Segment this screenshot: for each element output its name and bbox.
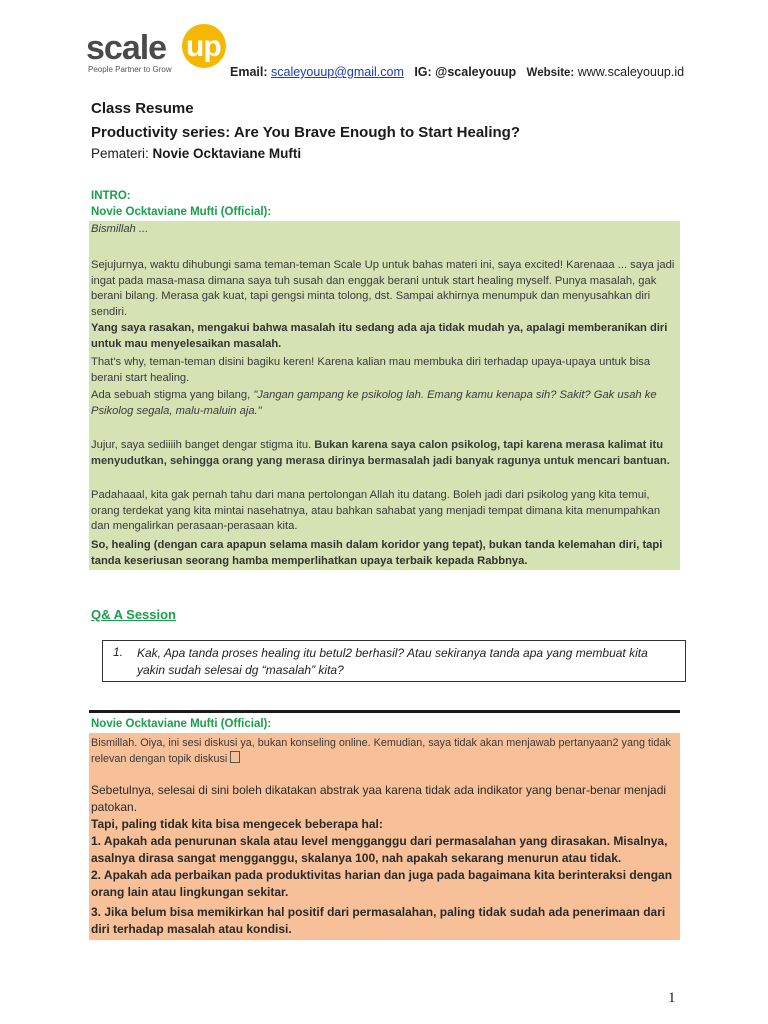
- intro-p6-lead: Jujur, saya sediiiih banget dengar stigma itu.: [91, 439, 315, 451]
- question-number: 1.: [113, 645, 124, 659]
- intro-p5-quote: "Jangan gampang ke psikolog lah. Emang kamu kenapa sih? Sakit? Gak usah ke Psikolog segala, malu-maluin aja.": [91, 389, 657, 417]
- answer-speaker: Novie Ocktaviane Mufti (Official):: [91, 718, 272, 730]
- answer-point-1: 1. Apakah ada penurunan skala atau level mengganggu dari permasalahan yang dirasakan. Misalnya, asalnya dirasa sangat mengganggu, skalanya 100, nah apakah sekarang menurun atau tidak.: [91, 834, 668, 865]
- email-link[interactable]: scaleyouup@gmail.com: [271, 65, 404, 79]
- question-box: [102, 640, 686, 682]
- ig-label: IG:: [414, 65, 432, 79]
- website-url[interactable]: www.scaleyouup.id: [577, 65, 685, 79]
- answer-point-2: 2. Apakah ada perbaikan pada produktivitas harian dan juga pada bagaimana kita berinteraksi dengan orang lain atau lingkungan sekitar.: [91, 868, 673, 899]
- page-number: 1: [668, 990, 676, 1006]
- intro-p6-bold: Bukan karena saya calon psikolog, tapi karena merasa kalimat itu menyudutkan, sehingga orang yang merasa dirinya bermasalah jadi banyak ragunya untuk mencari bantuan.: [91, 439, 670, 467]
- intro-p5-lead: Ada sebuah stigma yang bilang,: [91, 389, 254, 401]
- email-label: Email:: [230, 65, 268, 79]
- pemateri-label: Pemateri:: [91, 146, 149, 161]
- intro-p8: So, healing (dengan cara apapun selama masih dalam koridor yang tepat), bukan tanda kelemahan diri, tapi tanda keseriusan seorang hamba memperlihatkan upaya terbaik kepada Rabbnya.: [91, 539, 663, 567]
- intro-p2: Sejujurnya, waktu dihubungi sama teman-teman Scale Up untuk bahas materi ini, saya excited! Karenaaa ... saya jadi ingat pada masa-masa dimana saya tuh susah dan enggak berani untuk start healing myself. Punya masalah, gak berani bilang. Merasa gak kuat, tapi gengsi minta tolong, dst. Sampai akhirnya menumpuk dan menyusahkan diri sendiri.: [91, 259, 675, 318]
- ig-handle: @scaleyouup: [435, 65, 517, 79]
- logo-word: scale: [86, 29, 167, 67]
- intro-p6: [91, 438, 679, 469]
- intro-label: INTRO:: [91, 190, 131, 202]
- qa-title: Q& A Session: [91, 607, 177, 622]
- answer-p3: Tapi, paling tidak kita bisa mengecek beberapa hal:: [91, 817, 383, 831]
- intro-speaker: Novie Ocktaviane Mufti (Official):: [91, 206, 272, 218]
- doc-title: Class Resume: [91, 100, 194, 117]
- pemateri: [91, 146, 301, 161]
- answer-point-3: 3. Jika belum bisa memikirkan hal positif dari permasalahan, paling tidak sudah ada penerimaan dari diri terhadap masalah atau kondisi.: [91, 905, 666, 936]
- answer-intro: [91, 736, 679, 767]
- answer-p2: Sebetulnya, selesai di sini boleh dikatakan abstrak yaa karena tidak ada indikator yang benar-benar menjadi patokan.: [91, 783, 667, 814]
- logo-up: up: [186, 30, 221, 63]
- contact-line: [230, 65, 684, 79]
- pemateri-name: Novie Ocktaviane Mufti: [152, 146, 302, 161]
- intro-p7: Padahaaal, kita gak pernah tahu dari mana pertolongan Allah itu datang. Boleh jadi dari psikolog yang kita temui, orang terdekat yang kita mintai nasehatnya, atau bahkan sahabat yang menjadi tempat dimana kita menumpahkan dan mengalirkan perasaan-perasaan kita.: [91, 489, 661, 532]
- intro-p3: Yang saya rasakan, mengakui bahwa masalah itu sedang ada aja tidak mudah ya, apalagi memberanikan diri untuk mau menyelesaikan masalah.: [91, 322, 668, 350]
- website-label: Website:: [526, 67, 575, 79]
- logo-tagline: People Partner to Grow: [88, 65, 172, 74]
- intro-p1: Bismillah ...: [91, 223, 149, 235]
- scaleup-logo: [86, 24, 228, 76]
- doc-subtitle: Productivity series: Are You Brave Enough to Start Healing?: [91, 124, 520, 141]
- answer-intro-text: Bismillah. Oiya, ini sesi diskusi ya, bukan konseling online. Kemudian, saya tidak akan menjawab pertanyaan2 yang tidak relevan dengan topik diskusi: [91, 737, 671, 765]
- intro-p5: [91, 388, 679, 419]
- question-text: Kak, Apa tanda proses healing itu betul2 berhasil? Atau sekiranya tanda apa yang membuat kita yakin sudah selesai dg “masalah” kita?: [137, 646, 648, 677]
- intro-p4: That's why, teman-teman disini bagiku keren! Karena kalian mau membuka diri terhadap upaya-upaya untuk bisa berani start healing.: [91, 356, 651, 384]
- placeholder-glyph-icon: [230, 751, 240, 763]
- section-divider: [89, 710, 680, 713]
